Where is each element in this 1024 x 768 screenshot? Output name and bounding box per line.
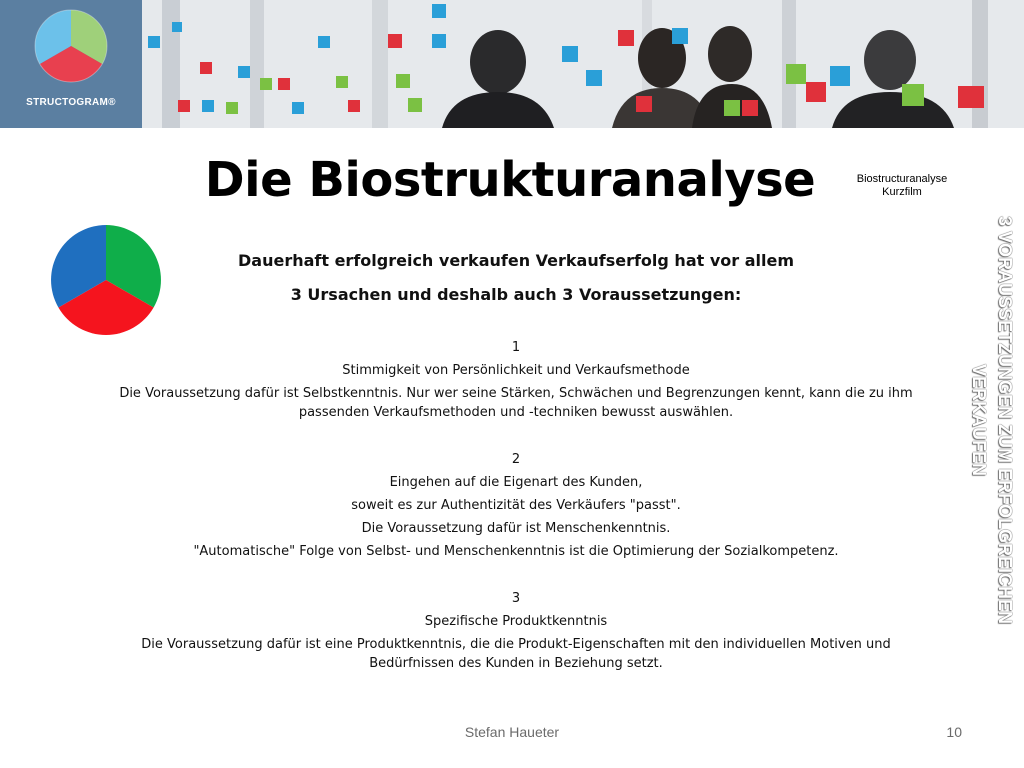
point-3-text: Die Voraussetzung dafür ist eine Produktkenntnis, die die Produkt-Eigenschaften mit den individuellen Motiven und Bedürfnissen des Kunden in Beziehung setzt. (141, 637, 891, 671)
point-3-heading: Spezifische Produktkenntnis (424, 614, 608, 629)
point-1-number: 1 (511, 340, 521, 355)
header-banner (0, 0, 1024, 128)
film-link[interactable]: Biostructuranalyse Kurzfilm (856, 173, 948, 198)
spacer (100, 563, 932, 587)
point-2-line-4: "Automatische" Folge von Selbst- und Menschenkenntnis ist die Optimierung der Sozialkompetenz. (193, 544, 839, 559)
slide-title: Die Biostrukturanalyse (204, 152, 816, 208)
point-2-line-1: Eingehen auf die Eigenart des Kunden, (389, 475, 643, 490)
point-3-number: 3 (511, 591, 521, 606)
spacer (100, 424, 932, 448)
spacer (100, 312, 932, 336)
vertical-title-text: 3 VORAUSSETZUNGEN ZUM ERFOLGREICHEN VERKAUFEN (969, 215, 1015, 625)
point-1-text: Die Voraussetzung dafür ist Selbstkenntnis. Nur wer seine Stärken, Schwächen und Begrenzungen kennt, kann die zu ihm passenden Verkaufsmethoden und -techniken bewusst auswählen. (119, 386, 913, 420)
slide-content (100, 244, 932, 675)
vertical-side-title (960, 180, 1024, 660)
structogram-pie-icon (0, 0, 142, 96)
subtitle-line-1: Dauerhaft erfolgreich verkaufen Verkaufserfolg hat vor allem (238, 251, 794, 270)
subtitle-line-2: 3 Ursachen und deshalb auch 3 Voraussetzungen: (290, 285, 742, 304)
logo-label: STRUCTOGRAM® (26, 97, 116, 108)
page-number: 10 (946, 724, 962, 740)
point-1-heading: Stimmigkeit von Persönlichkeit und Verkaufsmethode (342, 363, 690, 378)
point-2-line-3: Die Voraussetzung dafür ist Menschenkenntnis. (361, 521, 671, 536)
banner-photo (142, 0, 1024, 128)
footer-author: Stefan Haueter (464, 724, 560, 740)
point-2-number: 2 (511, 452, 521, 467)
structogram-logo (0, 0, 142, 128)
point-2-line-2: soweit es zur Authentizität des Verkäufers "passt". (351, 498, 681, 513)
